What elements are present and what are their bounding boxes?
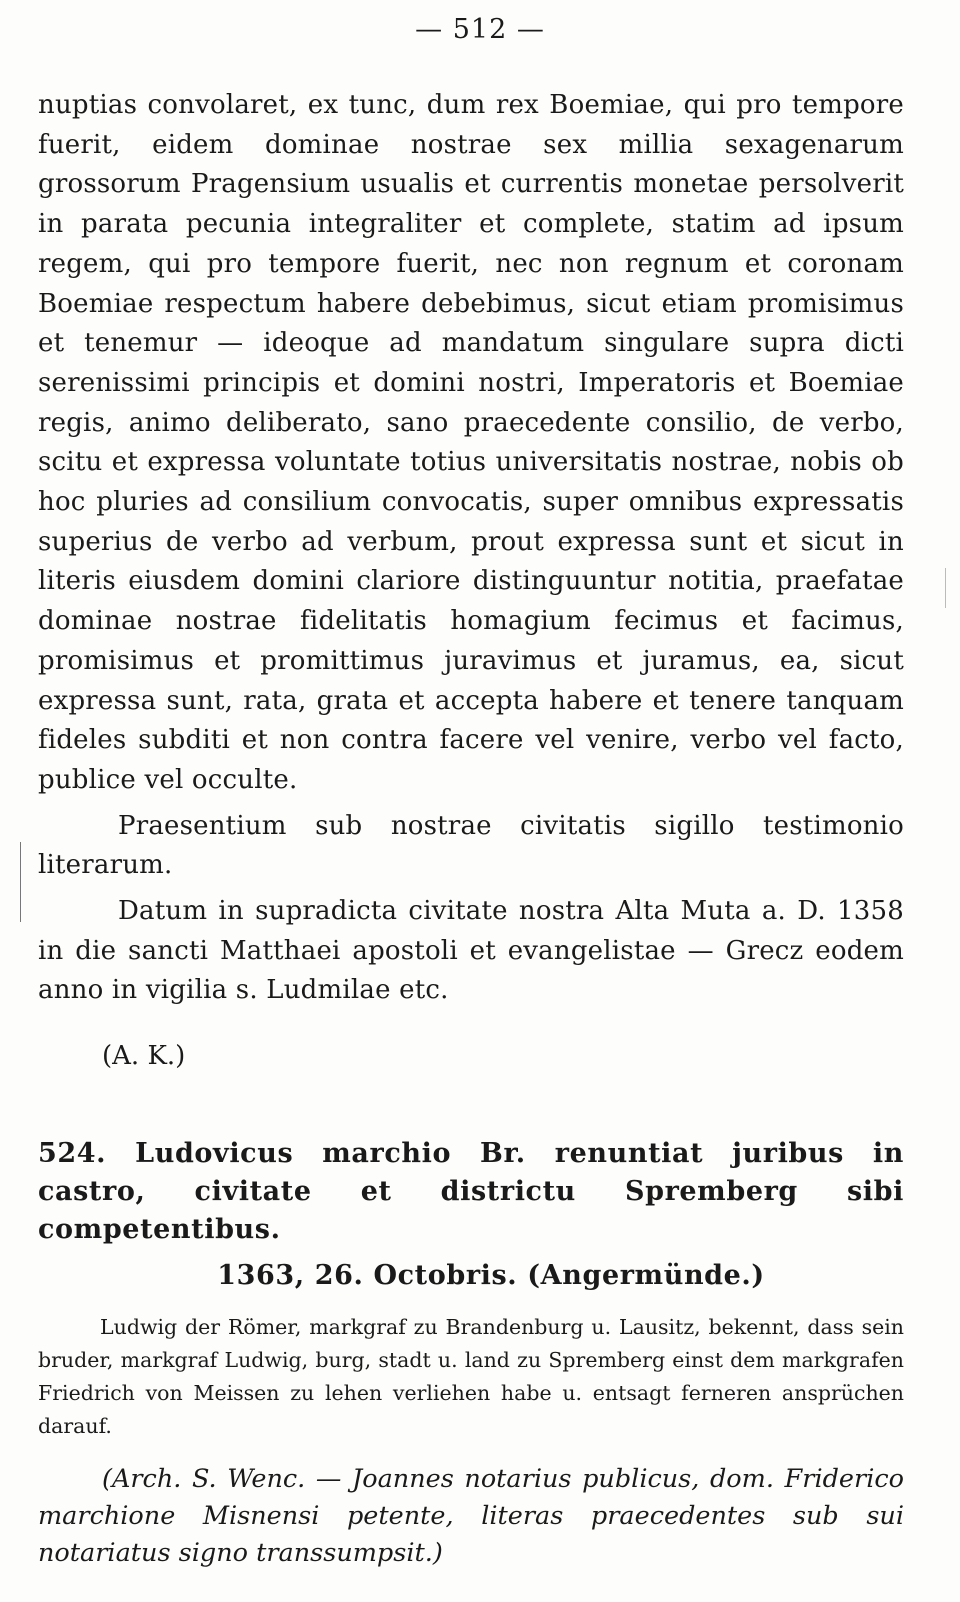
paragraph-dating: Datum in supradicta civitate nostra Alta Muta a. D. 1358 in die sancti Matthaei apostoli et evangelistae — Grecz eodem anno in vigilia s. Ludmilae etc. (38, 896, 904, 1006)
page-body (38, 86, 904, 1572)
document-source-note: (Arch. S. Wenc. — Joannes notarius publicus, dom. Friderico marchione Misnensi petente, literas praecedentes sub sui notariatus signo transsumpsit.) (38, 1464, 904, 1569)
document-heading: 524. Ludovicus marchio Br. renuntiat juribus in castro, civitate et districtu Spremberg sibi competentibus. (38, 1138, 904, 1246)
signature: (A. K.) (102, 1041, 186, 1072)
paragraph-sealing: Praesentium sub nostrae civitatis sigillo testimonio literarum. (38, 810, 904, 881)
margin-mark (945, 568, 946, 608)
document-date: 1363, 26. Octobris. (Angermünde.) (217, 1260, 765, 1292)
paragraph-continuation: nuptias convolaret, ex tunc, dum rex Boemiae, qui pro tempore fuerit, eidem dominae nostrae sex millia sexagenarum grossorum Pragensium usualis et currentis monetae persolverit in parata pecunia integraliter et complete, statim ad ipsum regem, qui pro tempore fuerit, nec non regnum et coronam Boemiae respectum habere debebimus, sicut etiam promisimus et tenemur — ideoque ad mandatum singulare supra dicti serenissimi principis et domini nostri, Imperatoris et Boemiae regis, animo deliberato, sano praecedente consilio, de verbo, scitu et expressa voluntate totius universitatis nostrae, nobis ob hoc pluries ad consilium convocatis, super omnibus expressatis superius de verbo ad verbum, prout expressa sunt et sicut in literis eiusdem domini clariore distinguuntur notitia, praefatae dominae nostrae fidelitatis homagium fecimus et facimus, promisimus et promittimus juravimus et juramus, ea, sicut expressa sunt, rata, grata et accepta habere et tenere tanquam fideles subditi et non contra facere vel venire, verbo vel facto, publice vel occulte. (38, 90, 904, 795)
margin-rule (20, 842, 21, 922)
document-regest: Ludwig der Römer, markgraf zu Brandenburg u. Lausitz, bekennt, dass sein bruder, markgraf Ludwig, burg, stadt u. land zu Spremberg einst dem markgrafen Friedrich von Meissen zu lehen verliehen habe u. entsagt ferneren ansprüchen darauf. (38, 1315, 904, 1439)
page-number: — 512 — (415, 14, 545, 45)
